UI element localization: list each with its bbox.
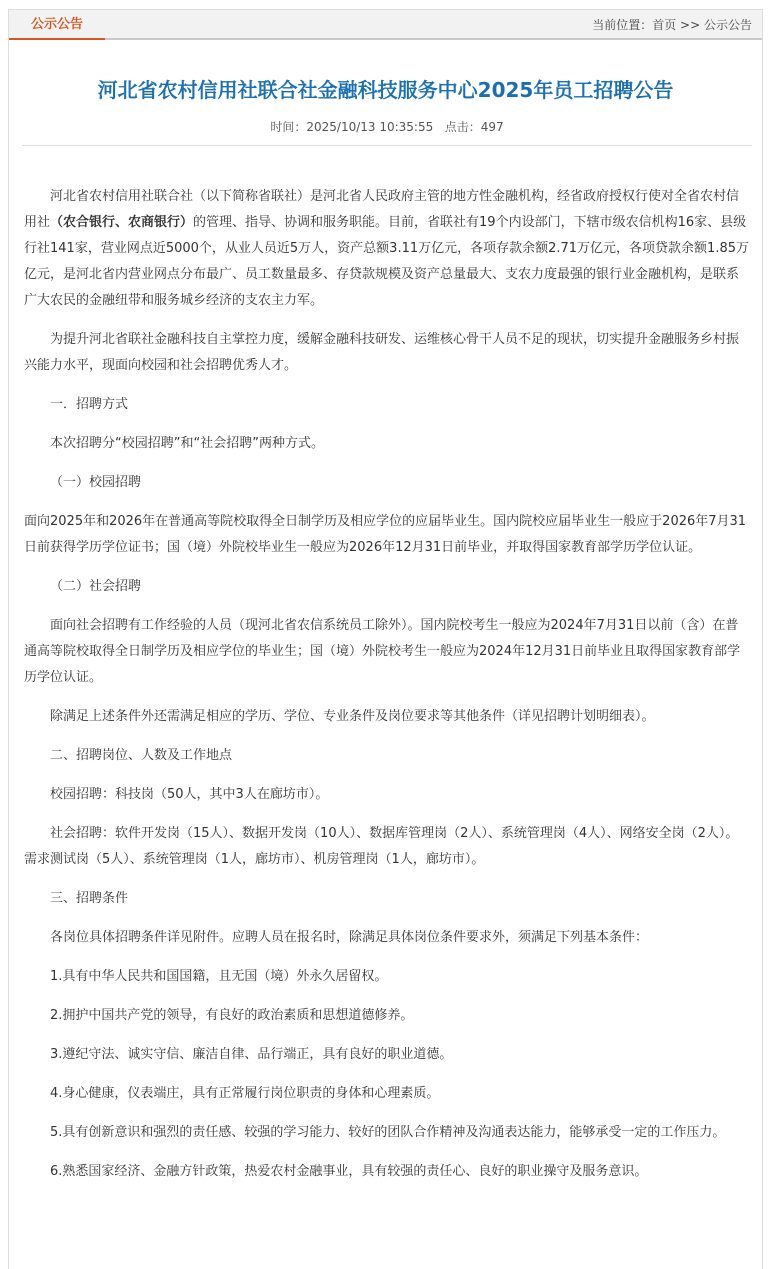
article-frame <box>8 9 763 1269</box>
campus-positions: 校园招聘：科技岗（50人，其中3人在廊坊市）。 <box>50 787 329 802</box>
article-body <box>9 184 762 1185</box>
breadcrumb <box>592 10 752 40</box>
time-label: 时间： <box>270 120 307 134</box>
purpose-paragraph: 为提升河北省联社金融科技自主掌控力度，缓解金融科技研发、运维核心骨干人员不足的现状，切实提升金融服务乡村振兴能力水平，现面向校园和社会招聘优秀人才。 <box>24 332 740 373</box>
condition-item: 4.身心健康，仪表端庄，具有正常履行岗位职责的身体和心理素质。 <box>50 1086 440 1101</box>
campus-paragraph: 面向2025年和2026年在普通高等院校取得全日制学历及相应学位的应届毕业生。国内院校应届毕业生一般应于2026年7月31日前获得学历学位证书；国（境）外院校毕业生一般应为2026年12月31日前毕业，并取得国家教育部学历学位认证。 <box>24 514 747 555</box>
condition-item: 5.具有创新意识和强烈的责任感、较强的学习能力、较好的团队合作精神及沟通表达能力，能够承受一定的工作压力。 <box>50 1125 726 1140</box>
intro-text-b: 的管理、指导、协调和服务职能。目前，省联社有19个内设部门，下辖市级农信机构16家、县级行社141家，营业网点近5000个，从业人员近5万人，资产总额3.11万亿元，各项存款余额2.71万亿元，各项贷款余额1.85万亿元，是河北省内营业网点分布最广、员工数量最多、存贷款规模及资产总量最大、支农力度最强的银行业金融机构，是联系广大农民的金融纽带和服务城乡经济的支农主力军。 <box>24 215 750 308</box>
social-positions: 社会招聘：软件开发岗（15人）、数据开发岗（10人）、数据库管理岗（2人）、系统管理岗（4人）、网络安全岗（2人）。需求测试岗（5人）、系统管理岗（1人，廊坊市）、机房管理岗（1人，廊坊市）。 <box>24 826 739 867</box>
section-header <box>9 10 762 40</box>
section-heading-3: 三、招聘条件 <box>50 891 129 906</box>
publish-time: 2025/10/13 10:35:55 <box>306 120 434 134</box>
intro-text-a: 河北省农村信用社联合社（以下简称省联社）是河北省人民政府主管的地方性金融机构，经省政府授权行使对全省农村信用社 <box>24 189 740 230</box>
condition-item: 2.拥护中国共产党的领导，有良好的政治素质和思想道德修养。 <box>50 1008 414 1023</box>
subheading-social: （二）社会招聘 <box>50 579 142 594</box>
condition-item: 3.遵纪守法、诚实守信、廉洁自律、品行端正，具有良好的职业道德。 <box>50 1047 453 1062</box>
breadcrumb-home-link[interactable]: 首页 <box>652 18 677 32</box>
condition-item: 1.具有中华人民共和国国籍，且无国（境）外永久居留权。 <box>50 969 388 984</box>
subheading-campus: （一）校园招聘 <box>50 475 142 490</box>
social-paragraph: 面向社会招聘有工作经验的人员（现河北省农信系统员工除外）。国内院校考生一般应为2024年7月31日以前（含）在普通高等院校取得全日制学历及相应学位的毕业生；国（境）外院校考生一般应为2024年12月31日前毕业且取得国家教育部学历学位认证。 <box>24 618 741 685</box>
breadcrumb-prefix: 当前位置： <box>592 18 653 32</box>
section-tab[interactable]: 公示公告 <box>9 10 105 40</box>
hit-count: 497 <box>480 120 504 134</box>
breadcrumb-separator: >> <box>680 18 701 32</box>
hits-label: 点击： <box>444 120 481 134</box>
conditions-intro: 各岗位具体招聘条件详见附件。应聘人员在报名时，除满足具体岗位条件要求外，须满足下列基本条件： <box>50 930 649 945</box>
breadcrumb-current-link[interactable]: 公示公告 <box>703 18 752 32</box>
section-heading-1: 一．招聘方式 <box>50 397 129 412</box>
intro-paragraph <box>24 184 749 314</box>
condition-item: 6.熟悉国家经济、金融方针政策，热爱农村金融事业，具有较强的责任心、良好的职业操守及服务意识。 <box>50 1164 648 1179</box>
methods-paragraph: 本次招聘分“校园招聘”和“社会招聘”两种方式。 <box>50 436 324 451</box>
extra-conditions-paragraph: 除满足上述条件外还需满足相应的学历、学位、专业条件及岗位要求等其他条件（详见招聘计划明细表）。 <box>50 709 655 724</box>
article-title: 河北省农村信用社联合社金融科技服务中心2025年员工招聘公告 <box>97 78 674 102</box>
section-heading-2: 二、招聘岗位、人数及工作地点 <box>50 748 233 763</box>
article-meta <box>22 118 752 146</box>
intro-text-bold: （农合银行、农商银行） <box>50 215 194 230</box>
